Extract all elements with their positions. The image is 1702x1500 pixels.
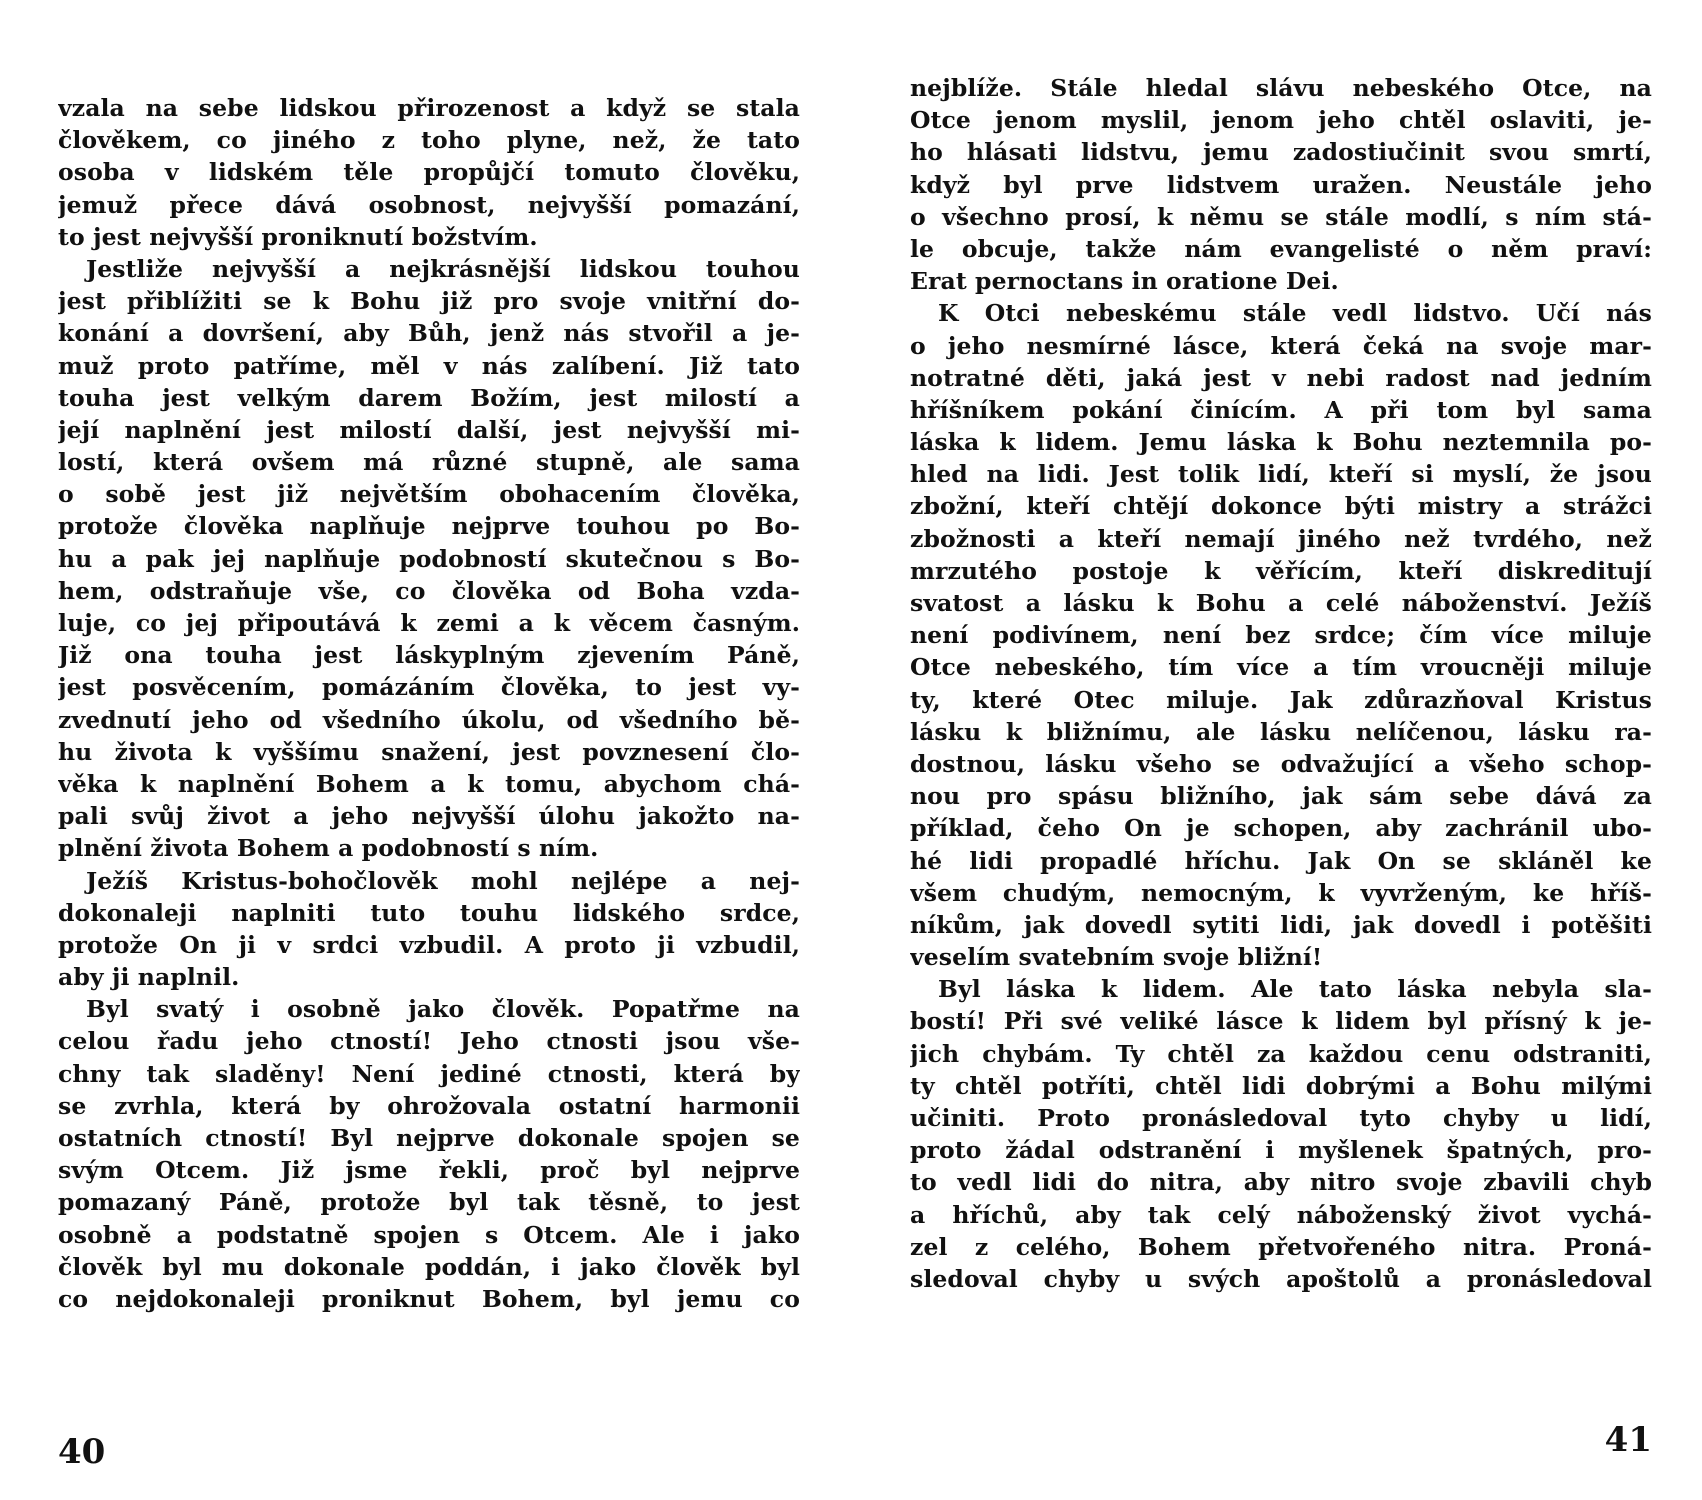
- text-line: věka k naplnění Bohem a k tomu, abychom chá-: [58, 769, 800, 798]
- text-line: celou řadu jeho ctností! Jeho ctnosti jsou vše-: [58, 1027, 800, 1056]
- right-page-number: 41: [1604, 1420, 1652, 1460]
- text-line: lostí, která ovšem má různé stupně, ale sama: [58, 448, 800, 477]
- text-line: bostí! Při své veliké lásce k lidem byl přísný k je-: [910, 1007, 1652, 1036]
- text-line: jemuž přece dává osobnost, nejvyšší pomazání,: [58, 190, 800, 219]
- text-line: le obcuje, takže nám evangelisté o něm praví:: [910, 234, 1652, 263]
- text-line: svým Otcem. Již jsme řekli, proč byl nejprve: [58, 1156, 800, 1185]
- text-line: touha jest velkým darem Božím, jest milostí a: [58, 383, 800, 412]
- text-line: Ježíš Kristus-bohočlověk mohl nejlépe a nej-: [86, 866, 800, 895]
- text-line: příklad, čeho On je schopen, aby zachránil ubo-: [910, 814, 1652, 843]
- text-line: osoba v lidském těle propůjčí tomuto člověku,: [58, 158, 800, 187]
- text-line: zbožnosti a kteří nemají jiného než tvrdého, než: [910, 524, 1652, 553]
- text-line: muž proto patříme, měl v nás zalíbení. Již tato: [58, 351, 800, 380]
- text-line: hled na lidi. Jest tolik lidí, kteří si myslí, že jsou: [910, 460, 1652, 489]
- text-line: veselím svatebním svoje bližní!: [910, 943, 1323, 972]
- text-line: pali svůj život a jeho nejvyšší úlohu jakožto na-: [58, 802, 800, 831]
- text-line: ty chtěl potříti, chtěl lidi dobrými a Bohu milými: [910, 1071, 1652, 1100]
- text-line: se zvrhla, která by ohrožovala ostatní harmonii: [58, 1091, 800, 1120]
- text-line: zbožní, kteří chtějí dokonce býti mistry a strážci: [910, 492, 1652, 521]
- text-line: protože člověka naplňuje nejprve touhou po Bo-: [58, 512, 800, 541]
- text-line: protože On ji v srdci vzbudil. A proto ji vzbudil,: [58, 930, 800, 959]
- left-page: [58, 0, 800, 1500]
- text-line: o jeho nesmírné lásce, která čeká na svoje mar-: [910, 331, 1652, 360]
- left-page-text: [58, 92, 800, 1315]
- text-line: chny tak sladěny! Není jediné ctnosti, která by: [58, 1059, 800, 1088]
- text-line: když byl prve lidstvem uražen. Neustále jeho: [910, 170, 1652, 199]
- text-line: ostatních ctností! Byl nejprve dokonale spojen se: [58, 1124, 800, 1152]
- text-line: ho hlásati lidstvu, jemu zadostiučinit svou smrtí,: [910, 138, 1652, 167]
- right-page-text: [910, 72, 1652, 1295]
- text-line: K Otci nebeskému stále vedl lidstvo. Učí nás: [938, 299, 1652, 328]
- text-line: mrzutého postoje k věřícím, kteří diskreditují: [910, 556, 1652, 585]
- text-line: dostnou, lásku všeho se odvažující a všeho schop-: [910, 749, 1652, 778]
- text-line: hříšníkem pokání činícím. A při tom byl sama: [910, 395, 1652, 424]
- right-page: [910, 0, 1652, 1500]
- text-line: Již ona touha jest láskyplným zjevením Páně,: [58, 641, 800, 670]
- text-line: lásku k bližnímu, ale lásku nelíčenou, lásku ra-: [910, 717, 1652, 746]
- text-line: to vedl lidi do nitra, aby nitro svoje zbavili chyb: [910, 1168, 1652, 1197]
- text-line: její naplnění jest milostí další, jest nejvyšší mi-: [58, 415, 800, 444]
- text-line: plnění života Bohem a podobností s ním.: [58, 834, 599, 863]
- text-line: proto žádal odstranění i myšlenek špatných, pro-: [910, 1136, 1652, 1165]
- text-line: Jestliže nejvyšší a nejkrásnější lidskou touhou: [86, 254, 800, 283]
- text-line: aby ji naplnil.: [58, 963, 240, 992]
- text-line: hé lidi propadlé hříchu. Jak On se skláněl ke: [910, 846, 1652, 875]
- text-line: Otce jenom myslil, jenom jeho chtěl oslaviti, je-: [910, 106, 1652, 135]
- text-line: dokonaleji naplniti tuto touhu lidského srdce,: [58, 898, 800, 927]
- text-line: ty, které Otec miluje. Jak zdůrazňoval Kristus: [910, 685, 1652, 714]
- text-line: co nejdokonaleji proniknut Bohem, byl jemu co: [58, 1284, 800, 1313]
- text-line: jich chybám. Ty chtěl za každou cenu odstraniti,: [910, 1039, 1652, 1068]
- text-line: nejblíže. Stále hledal slávu nebeského Otce, na: [910, 74, 1652, 102]
- text-line: a hříchů, aby tak celý náboženský život vychá-: [910, 1200, 1652, 1229]
- text-line: níkům, jak dovedl sytiti lidi, jak dovedl i potěšiti: [910, 910, 1652, 939]
- text-line: jest přiblížiti se k Bohu již pro svoje vnitřní do-: [58, 287, 800, 316]
- text-line: vzala na sebe lidskou přirozenost a když se stala: [58, 94, 800, 122]
- text-line: o sobě jest již největším obohacením člověka,: [58, 480, 800, 509]
- text-line: láska k lidem. Jemu láska k Bohu neztemnila po-: [910, 428, 1652, 457]
- text-line: pomazaný Páně, protože byl tak těsně, to jest: [58, 1188, 800, 1217]
- text-line: hem, odstraňuje vše, co člověka od Boha vzda-: [58, 576, 800, 605]
- text-line: to jest nejvyšší proniknutí božstvím.: [58, 222, 538, 251]
- text-line: sledoval chyby u svých apoštolů a pronásledoval: [910, 1264, 1652, 1293]
- text-line: není podivínem, není bez srdce; čím více miluje: [910, 621, 1652, 650]
- text-line: nou pro spásu bližního, jak sám sebe dává za: [910, 782, 1652, 811]
- text-line: osobně a podstatně spojen s Otcem. Ale i jako: [58, 1220, 800, 1249]
- text-line: zel z celého, Bohem přetvořeného nitra. Proná-: [910, 1232, 1652, 1261]
- text-line: jest posvěcením, pomázáním člověka, to jest vy-: [58, 673, 800, 702]
- text-line: zvednutí jeho od všedního úkolu, od všedního bě-: [58, 705, 800, 734]
- text-line: notratné děti, jaká jest v nebi radost nad jedním: [910, 363, 1652, 392]
- text-line: člověk byl mu dokonale poddán, i jako člověk byl: [58, 1252, 800, 1281]
- text-line: učiniti. Proto pronásledoval tyto chyby u lidí,: [910, 1104, 1652, 1132]
- text-line: hu a pak jej naplňuje podobností skutečnou s Bo-: [58, 544, 800, 573]
- left-page-number: 40: [58, 1432, 106, 1472]
- text-line: Byl svatý i osobně jako člověk. Popatřme na: [86, 995, 800, 1024]
- text-line: hu života k vyššímu snažení, jest povznesení člo-: [58, 737, 800, 766]
- text-line: luje, co jej připoutává k zemi a k věcem časným.: [58, 609, 800, 637]
- text-line: člověkem, co jiného z toho plyne, než, že tato: [58, 126, 800, 155]
- text-line: svatost a lásku k Bohu a celé náboženství. Ježíš: [910, 589, 1652, 617]
- text-line: konání a dovršení, aby Bůh, jenž nás stvořil a je-: [58, 319, 800, 348]
- text-line: Erat pernoctans in oratione Dei.: [910, 267, 1339, 296]
- text-line: Otce nebeského, tím více a tím vroucněji miluje: [910, 653, 1652, 682]
- text-line: o všechno prosí, k němu se stále modlí, s ním stá-: [910, 202, 1652, 231]
- text-line: všem chudým, nemocným, k vyvrženým, ke hříš-: [910, 878, 1652, 907]
- text-line: Byl láska k lidem. Ale tato láska nebyla sla-: [938, 975, 1652, 1004]
